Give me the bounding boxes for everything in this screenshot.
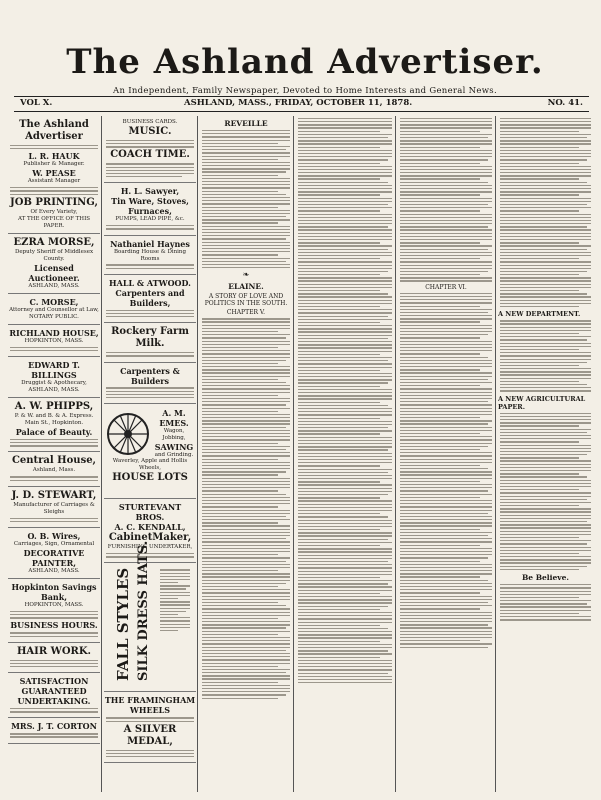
ad-subtitle: Druggist & Apothecary, (21, 379, 87, 386)
body-text (8, 476, 100, 480)
ad-title: Carpenters & Builders (120, 365, 180, 386)
body-text (8, 347, 100, 351)
ad-title: H. L. Sawyer, (120, 186, 180, 197)
article-heading: A NEW DEPARTMENT. (498, 310, 581, 319)
ad-subtitle: ASHLAND, MASS. (28, 282, 80, 289)
ad-subtitle: P. & W. and B. & A. Express. (14, 412, 94, 419)
column-4-story (296, 116, 394, 792)
ad-title: Tin Ware, Stoves, Furnaces, (111, 196, 189, 217)
ad-title: HOUSE LOTS (112, 472, 188, 484)
ad-title: CabinetMaker, (108, 532, 192, 544)
dateline-bar (14, 96, 589, 112)
ad-subtitle: PUMPS, LEAD PIPE, &c. (115, 216, 185, 223)
article-text (498, 413, 593, 570)
ad-block (8, 528, 100, 579)
ad-block (8, 398, 100, 452)
article-text (498, 584, 593, 620)
ad-title: A. W. PHIPPS, (14, 400, 94, 412)
ad-block (8, 673, 100, 718)
poem-text (200, 130, 292, 268)
ad-title: C. MORSE, (29, 296, 79, 307)
ad-title: HALL & ATWOOD. (109, 277, 191, 288)
ad-subtitle: FURNISHING UNDERTAKER, (107, 544, 193, 551)
column-2-ads (104, 116, 196, 792)
section-heading: REVEILLE (224, 119, 268, 128)
column-rule (101, 116, 102, 792)
body-text (104, 163, 196, 177)
body-text (8, 733, 100, 737)
body-text (8, 660, 100, 668)
ad-title: COACH TIME. (110, 149, 190, 161)
ad-title: J. D. STEWART, (11, 489, 97, 501)
ad-title: The Ashland Advertiser (19, 119, 89, 142)
ad-subtitle: Wagon, (163, 428, 185, 435)
column-rule (395, 116, 396, 792)
ad-block (104, 692, 196, 763)
ad-title: L. R. HAUK (28, 151, 80, 162)
body-text (8, 708, 100, 712)
ad-block (8, 452, 100, 486)
ad-title: A. M. EMES. (159, 408, 189, 429)
body-text (8, 145, 100, 149)
body-text (104, 310, 196, 318)
ad-subtitle: Carriages, Sign, Ornamental (13, 540, 95, 547)
ad-title: SAWING (154, 442, 194, 453)
ad-title: EDWARD T. BILLINGS (28, 359, 80, 380)
story-title: ELAINE. (228, 282, 264, 292)
vertical-ad-text: SILK DRESS HATS. (136, 541, 151, 682)
ad-title: BUSINESS HOURS. (10, 620, 98, 631)
chapter-heading: CHAPTER VI. (425, 283, 467, 291)
issue-number: NO. 41. (547, 98, 583, 108)
chapter-heading: CHAPTER V. (226, 309, 266, 317)
ad-title: Carpenters and Builders, (115, 287, 185, 308)
body-text (104, 717, 196, 721)
ad-subtitle: Of Every Variety, (30, 208, 78, 215)
column-6-articles (498, 116, 593, 792)
column-rule (197, 116, 198, 792)
body-text (104, 352, 196, 356)
section-heading: BUSINESS CARDS. (122, 119, 178, 125)
ad-title: HAIR WORK. (16, 645, 92, 657)
ad-subtitle: Jobbing, (162, 435, 186, 442)
issue-date: ASHLAND, MASS., FRIDAY, OCTOBER 11, 1878. (184, 98, 413, 108)
ad-block (104, 363, 196, 405)
ad-block (8, 357, 100, 398)
ad-title: DECORATIVE PAINTER, (23, 547, 85, 568)
ad-block (8, 579, 100, 643)
body-text (158, 569, 192, 631)
ad-title: EZRA MORSE, (13, 236, 95, 248)
ad-block (104, 275, 196, 323)
body-text (104, 264, 196, 268)
ad-block (8, 643, 100, 673)
ad-block (8, 487, 100, 528)
article-text (498, 320, 593, 391)
wagon-wheel-icon (106, 412, 150, 456)
ad-subtitle: Deputy Sheriff of Middlesex County. (14, 248, 94, 262)
ad-block (8, 234, 100, 294)
ad-block (8, 325, 100, 357)
ad-title: A SILVER MEDAL, (123, 723, 177, 747)
article-heading: Be Believe. (521, 573, 570, 583)
ad-subtitle: Assistant Manager (27, 178, 81, 185)
article-heading: A NEW AGRICULTURAL PAPER. (498, 394, 586, 411)
story-text (398, 118, 494, 282)
ad-subtitle: Waverley, Apple and Hollis Wheels, (112, 458, 188, 472)
volume-number: VOL X. (20, 98, 53, 108)
ad-subtitle: ASHLAND, MASS. (28, 567, 80, 574)
body-text (8, 611, 100, 619)
body-text (8, 187, 100, 195)
ad-title: RICHLAND HOUSE, (9, 327, 99, 338)
body-text (104, 750, 196, 758)
ad-block (8, 116, 100, 234)
ad-title: Central House, (11, 455, 97, 467)
ad-title: Palace of Beauty. (15, 426, 93, 437)
ad-block (104, 236, 196, 275)
ad-block (104, 116, 196, 183)
ad-subtitle: and Grinding. (154, 452, 194, 459)
ad-block (104, 404, 196, 499)
newspaper-title: The Ashland Advertiser. (66, 42, 544, 82)
ad-block (104, 323, 196, 362)
column-rule (293, 116, 294, 792)
body-text (104, 225, 196, 229)
ad-subtitle: AT THE OFFICE OF THIS PAPER. (17, 215, 91, 229)
ad-subtitle: HOPKINTON, MASS. (24, 337, 84, 344)
story-text (498, 118, 593, 307)
body-text (8, 518, 100, 522)
ad-block (8, 718, 100, 743)
story-text (398, 293, 494, 648)
divider-ornament: ❧ (242, 270, 250, 280)
ad-title: UNDERTAKING. (17, 696, 91, 707)
ad-title: JOB PRINTING, (10, 196, 98, 208)
ad-title: Nathaniel Haynes (110, 238, 190, 249)
ad-title: O. B. Wires, (27, 530, 81, 541)
vertical-ad-text: FALL STYLES (114, 568, 132, 682)
ad-title: Rockery Farm Milk. (111, 326, 189, 350)
ad-title: MRS. J. T. CORTON (11, 721, 97, 732)
ad-title: STURTEVANT BROS. (118, 502, 182, 523)
ad-subtitle: Ashland, Mass. (32, 467, 76, 474)
ad-block (104, 183, 196, 235)
story-subtitle: A STORY OF LOVE AND POLITICS IN THE SOUTH. (204, 293, 288, 308)
ad-block (8, 294, 100, 325)
newspaper-subtitle: An Independent, Family Newspaper, Devoted to Home Interests and General News. (113, 86, 497, 96)
body-text (104, 140, 196, 148)
ad-title: Licensed Auctioneer. (28, 262, 80, 283)
ad-title: W. PEASE (32, 168, 76, 179)
ad-subtitle: ASHLAND, MASS. (28, 386, 80, 393)
ad-subtitle: Attorney and Counsellor at Law, (9, 306, 99, 313)
ad-subtitle: Publisher & Manager. (23, 161, 85, 168)
column-3-story (200, 116, 292, 792)
masthead (60, 40, 550, 96)
ad-title: SATISFACTION GUARANTEED (19, 676, 89, 697)
body-text (104, 387, 196, 398)
ad-subtitle: NOTARY PUBLIC. (29, 313, 79, 320)
column-rule (495, 116, 496, 792)
ad-title: Hopkinton Savings Bank, (11, 581, 97, 602)
body-text (8, 632, 100, 636)
ad-title: MUSIC. (128, 126, 172, 137)
story-text (200, 318, 292, 699)
story-text (296, 118, 394, 683)
ad-subtitle: Manufacturer of Carriages & Sleighs (13, 501, 95, 515)
column-5-story (398, 116, 494, 792)
column-1-ads (8, 116, 100, 792)
ad-subtitle: HOPKINTON, MASS. (24, 601, 84, 608)
ad-title: THE FRAMINGHAM WHEELS (104, 695, 196, 716)
body-text (8, 439, 100, 447)
ad-title: A. C. KENDALL, (114, 522, 186, 533)
ad-subtitle: Main St., Hopkinton. (24, 419, 84, 426)
ad-subtitle: Boarding House & Dining Rooms (113, 248, 186, 262)
